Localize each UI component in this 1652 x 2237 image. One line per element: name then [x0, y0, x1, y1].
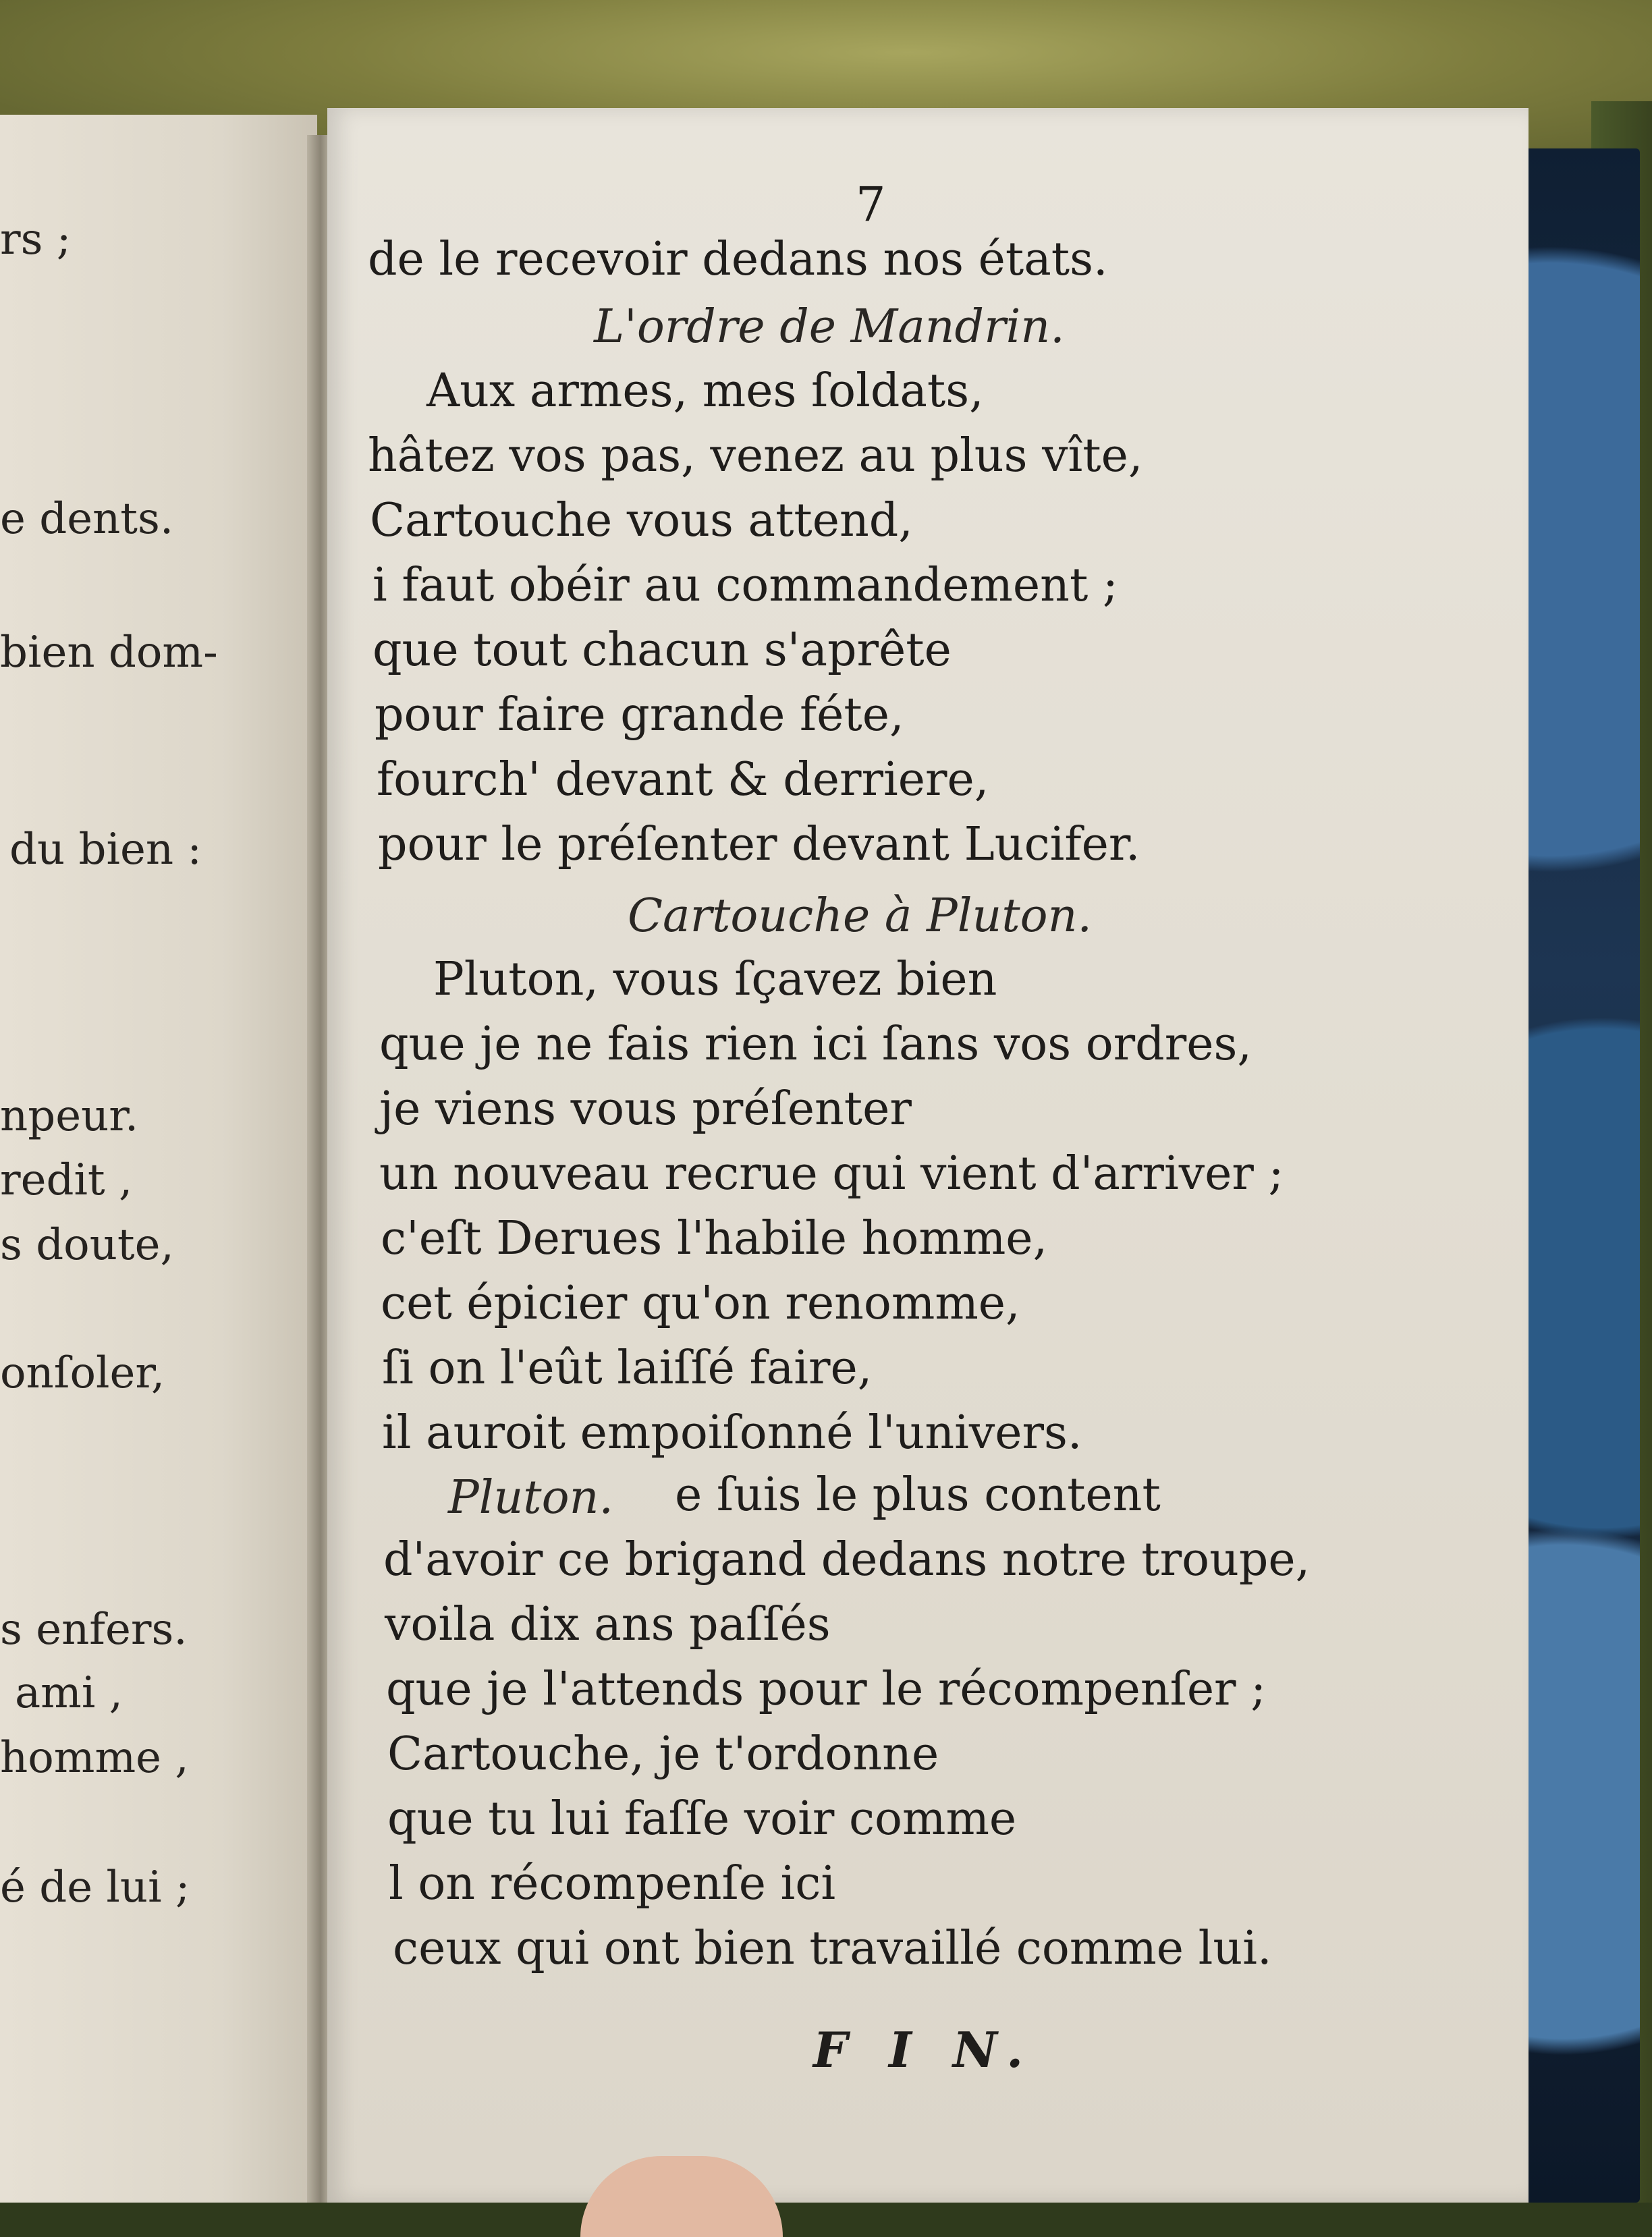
page-number: 7 [856, 177, 886, 232]
text-line-2: Aux armes, mes ſoldats, [426, 364, 984, 418]
left-fragment-7: s doute, [0, 1220, 174, 1270]
fin-mark: F I N. [813, 2021, 1036, 2078]
text-line-13: un nouveau recrue qui vient d'arriver ; [379, 1147, 1284, 1200]
text-line-12: je viens vous préſenter [379, 1082, 912, 1136]
left-fragment-11: homme , [0, 1733, 189, 1783]
text-line-10: Pluton, vous ſçavez bien [433, 953, 997, 1006]
left-fragment-5: npeur. [0, 1091, 139, 1141]
text-line-19: d'avoir ce brigand dedans notre troupe, [383, 1533, 1311, 1586]
text-line-8: fourch' devant & derriere, [377, 753, 989, 806]
text-line-17: il auroit empoiſonné l'univers. [382, 1406, 1082, 1460]
speaker-pluton: Pluton. [448, 1471, 613, 1524]
left-fragment-2: e dents. [0, 494, 174, 544]
section-heading-1: L'ordre de Mandrin. [594, 300, 1065, 354]
left-fragment-1: rs ; [0, 215, 72, 265]
left-fragment-10: ami , [15, 1668, 123, 1718]
text-line-5: i faut obéir au commandement ; [373, 559, 1118, 612]
left-fragment-8: onſoler, [0, 1348, 165, 1398]
left-fragment-12: é de lui ; [0, 1862, 190, 1912]
left-fragment-3: bien dom- [0, 628, 218, 678]
text-line-6: que tout chacun s'aprête [373, 624, 952, 677]
marbled-blue-binding [1512, 148, 1640, 2203]
text-line-21: que je l'attends pour le récompenſer ; [386, 1663, 1267, 1716]
text-line-24: l on récompenſe ici [389, 1857, 836, 1910]
left-fragment-9: s enfers. [0, 1605, 188, 1655]
text-line-1: de le recevoir dedans nos états. [368, 233, 1108, 286]
text-line-16: ſi on l'eût laiſſé faire, [382, 1342, 873, 1395]
text-line-11: que je ne fais rien ici ſans vos ordres, [379, 1018, 1252, 1071]
text-line-9: pour le préſenter devant Lucifer. [378, 818, 1140, 871]
text-line-7: pour faire grande féte, [375, 688, 904, 742]
text-line-22: Cartouche, je t'ordonne [387, 1728, 939, 1781]
text-line-23: que tu lui faſſe voir comme [387, 1792, 1017, 1846]
text-line-15: cet épicier qu'on renomme, [381, 1277, 1020, 1330]
text-line-14: c'eſt Derues l'habile homme, [381, 1212, 1048, 1265]
section-heading-2: Cartouche à Pluton. [628, 889, 1093, 943]
left-fragment-6: redit , [0, 1155, 133, 1205]
text-line-18: e ſuis le plus content [675, 1468, 1161, 1522]
text-line-20: voila dix ans paſſés [385, 1598, 831, 1651]
text-line-25: ceux qui ont bien travaillé comme lui. [393, 1922, 1272, 1975]
text-line-3: hâtez vos pas, venez au plus vîte, [368, 429, 1143, 482]
left-fragment-4: du bien : [9, 825, 202, 875]
text-line-4: Cartouche vous attend, [370, 494, 913, 547]
